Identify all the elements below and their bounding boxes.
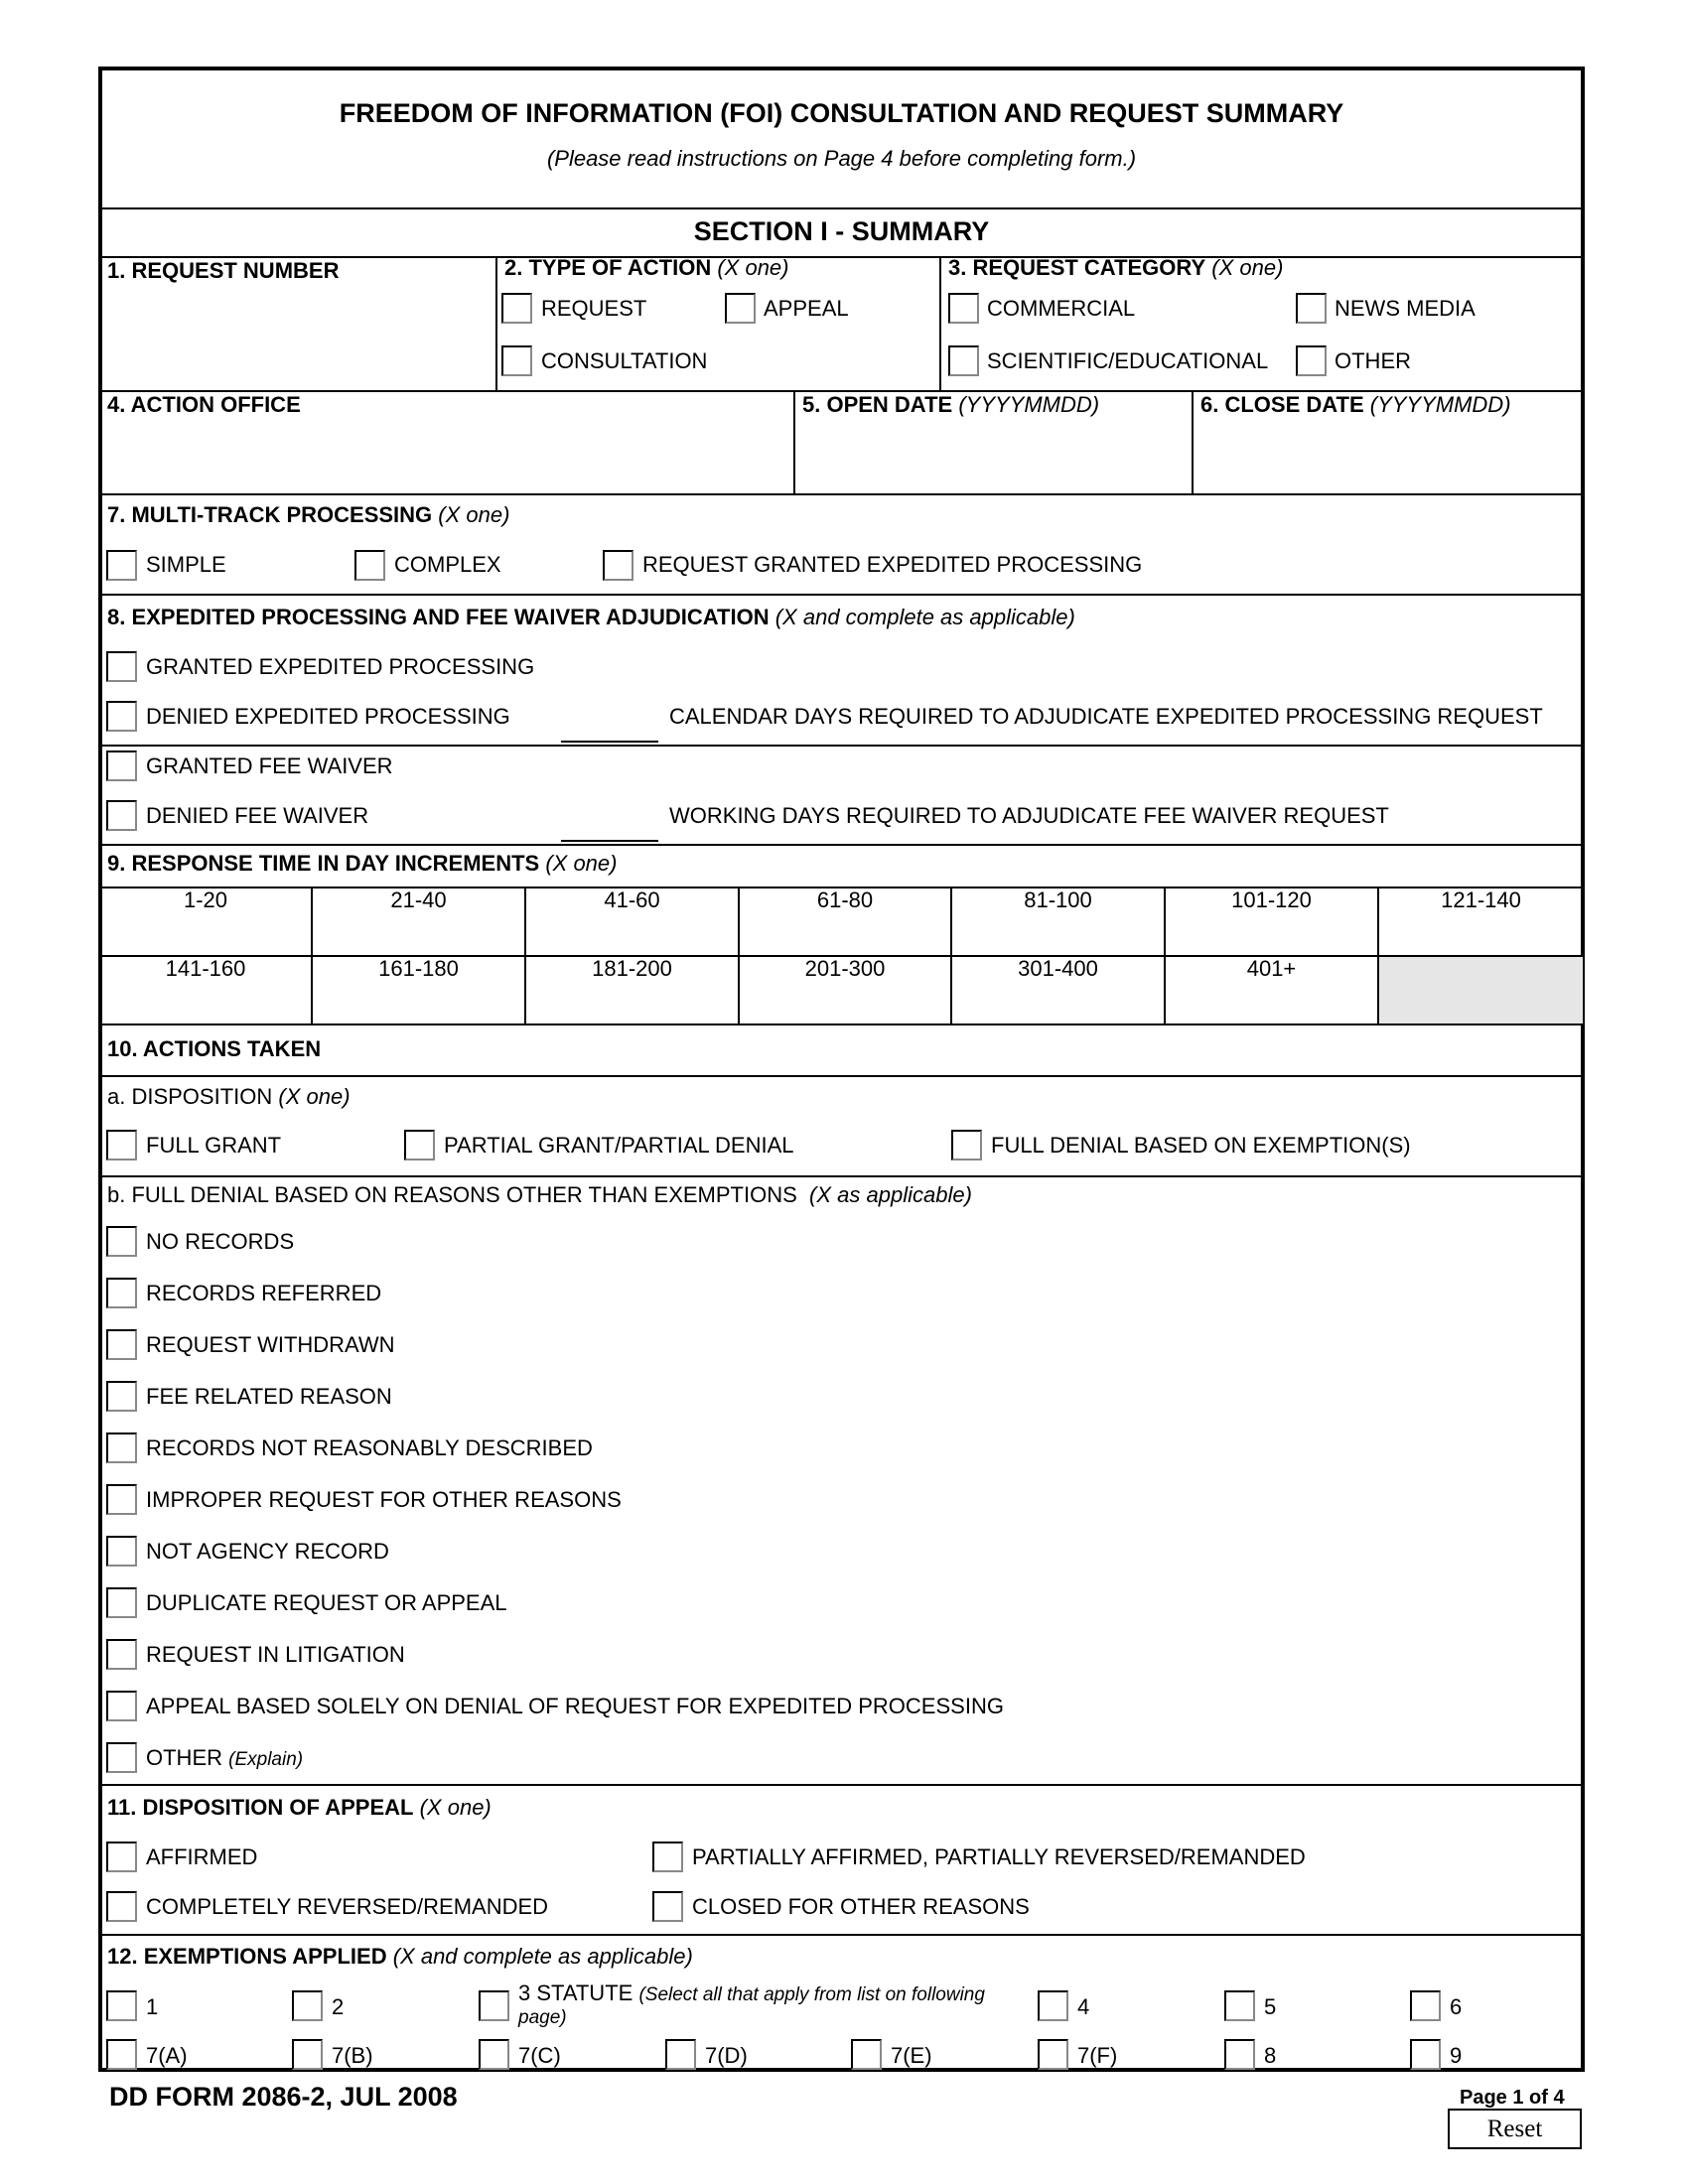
type-of-action-hint: (X one) <box>717 255 789 280</box>
response-cell-label: 141-160 <box>165 956 246 981</box>
open-date-field[interactable] <box>802 419 1185 488</box>
calendar-days-input[interactable] <box>561 741 658 743</box>
scientific-educational-checkbox[interactable] <box>948 345 979 376</box>
divider <box>939 256 941 390</box>
divider <box>793 390 795 493</box>
working-days-label: WORKING DAYS REQUIRED TO ADJUDICATE FEE WAIVER REQUEST <box>669 803 1389 828</box>
response-cell-label: 161-180 <box>378 956 459 981</box>
in-litigation-checkbox[interactable] <box>106 1639 137 1670</box>
appeal-expedited-denial-checkbox[interactable] <box>106 1691 137 1721</box>
appeal-checkbox[interactable] <box>725 293 756 324</box>
divider <box>98 207 1585 209</box>
exemption-label: 5 <box>1264 1994 1277 2019</box>
divider <box>1192 390 1194 493</box>
divider <box>98 594 1585 596</box>
close-date-field[interactable] <box>1200 419 1578 488</box>
records-referred-label: RECORDS REFERRED <box>146 1281 382 1305</box>
request-category-header <box>948 255 1283 281</box>
not-described-label: RECORDS NOT REASONABLY DESCRIBED <box>146 1435 593 1460</box>
exemption-label: 7(D) <box>705 2043 748 2068</box>
open-date-hint: (YYYYMMDD) <box>958 392 1100 417</box>
exemption-checkbox[interactable] <box>106 1990 137 2021</box>
response-cell-label: 301-400 <box>1018 956 1098 981</box>
response-cell-label: 121-140 <box>1441 887 1521 912</box>
exemption-label: 7(B) <box>332 2043 373 2068</box>
improper-request-checkbox[interactable] <box>106 1484 137 1515</box>
request-category-label: 3. REQUEST CATEGORY <box>948 255 1206 280</box>
response-time-label: 9. RESPONSE TIME IN DAY INCREMENTS <box>107 851 540 876</box>
exemption-label: 2 <box>332 1994 345 2019</box>
no-records-checkbox[interactable] <box>106 1226 137 1257</box>
full-denial-other-hint: (X as applicable) <box>809 1182 972 1207</box>
other-category-checkbox[interactable] <box>1296 345 1327 376</box>
multi-track-header <box>107 502 509 528</box>
completely-reversed-checkbox[interactable] <box>106 1891 137 1922</box>
exemption-checkbox[interactable] <box>1224 2039 1255 2070</box>
exemption-checkbox[interactable] <box>1410 2039 1441 2070</box>
expedited-fee-header <box>107 605 1075 630</box>
exemption-label: 7(F) <box>1077 2043 1118 2068</box>
exemption-checkbox[interactable] <box>292 2039 323 2070</box>
response-cell[interactable] <box>313 956 524 1023</box>
partial-grant-label: PARTIAL GRANT/PARTIAL DENIAL <box>444 1133 794 1158</box>
not-described-checkbox[interactable] <box>106 1433 137 1463</box>
divider <box>98 844 1585 846</box>
close-date-hint: (YYYYMMDD) <box>1369 392 1511 417</box>
multi-track-hint: (X one) <box>438 502 510 527</box>
exemption-label: 7(C) <box>518 2043 561 2068</box>
statute-hint-1: (Select all that apply from list on following <box>638 1984 985 2005</box>
expedited-fee-hint: (X and complete as applicable) <box>774 605 1075 629</box>
denied-expedited-checkbox[interactable] <box>106 701 137 732</box>
other-category-option-label: OTHER <box>1335 348 1411 373</box>
action-office-field[interactable] <box>107 419 785 488</box>
form-id: DD FORM 2086-2, JUL 2008 <box>109 2082 458 2112</box>
response-cell[interactable] <box>1166 956 1377 1023</box>
other-reason-label: OTHER <box>146 1745 222 1770</box>
appeal-disposition-label: 11. DISPOSITION OF APPEAL <box>107 1795 414 1820</box>
disposition-header <box>107 1084 351 1110</box>
records-referred-checkbox[interactable] <box>106 1278 137 1308</box>
exemption-checkbox[interactable] <box>292 1990 323 2021</box>
improper-request-label: IMPROPER REQUEST FOR OTHER REASONS <box>146 1487 622 1512</box>
exemption-checkbox[interactable] <box>1224 1990 1255 2021</box>
exemption-label: 1 <box>146 1994 159 2019</box>
full-grant-checkbox[interactable] <box>106 1130 137 1160</box>
exemption-checkbox[interactable] <box>1038 2039 1068 2070</box>
other-reason-header <box>146 1745 303 1773</box>
full-denial-exemptions-label: FULL DENIAL BASED ON EXEMPTION(S) <box>991 1133 1411 1158</box>
response-cell[interactable] <box>313 887 524 954</box>
completely-reversed-label: COMPLETELY REVERSED/REMANDED <box>146 1894 549 1919</box>
disposition-label: a. DISPOSITION <box>107 1084 273 1109</box>
closed-other-label: CLOSED FOR OTHER REASONS <box>692 1894 1030 1919</box>
exemption-checkbox[interactable] <box>1410 1990 1441 2021</box>
divider <box>98 493 1585 495</box>
simple-checkbox[interactable] <box>106 550 137 581</box>
section-title: SECTION I - SUMMARY <box>693 216 990 246</box>
response-cell[interactable] <box>100 887 311 954</box>
response-cell[interactable] <box>100 956 311 1023</box>
response-cell[interactable] <box>1166 887 1377 954</box>
affirmed-label: AFFIRMED <box>146 1844 258 1869</box>
exemptions-label: 12. EXEMPTIONS APPLIED <box>107 1944 387 1969</box>
actions-taken-label: 10. ACTIONS TAKEN <box>107 1036 322 1061</box>
request-checkbox[interactable] <box>501 293 532 324</box>
type-of-action-header <box>504 255 789 281</box>
not-agency-record-label: NOT AGENCY RECORD <box>146 1539 389 1564</box>
affirmed-checkbox[interactable] <box>106 1842 137 1872</box>
denied-fee-waiver-label: DENIED FEE WAIVER <box>146 803 369 828</box>
news-media-checkbox[interactable] <box>1296 293 1327 324</box>
appeal-expedited-denial-label: APPEAL BASED SOLELY ON DENIAL OF REQUEST FOR EXPEDITED PROCESSING <box>146 1694 1004 1718</box>
exemption-label: 6 <box>1450 1994 1463 2019</box>
request-number-label: 1. REQUEST NUMBER <box>107 258 340 283</box>
request-category-hint: (X one) <box>1211 255 1284 280</box>
not-agency-record-checkbox[interactable] <box>106 1536 137 1567</box>
partially-affirmed-label: PARTIALLY AFFIRMED, PARTIALLY REVERSED/REMANDED <box>692 1844 1306 1869</box>
statute-label: 3 STATUTE <box>518 1980 633 2005</box>
granted-expedited-checkbox[interactable] <box>106 651 137 682</box>
request-granted-expedited-checkbox[interactable] <box>603 550 633 581</box>
statute-checkbox[interactable] <box>479 1990 509 2021</box>
working-days-input[interactable] <box>561 840 658 842</box>
commercial-option-label: COMMERCIAL <box>987 296 1136 321</box>
response-time-hint: (X one) <box>545 851 618 876</box>
response-cell-label: 181-200 <box>592 956 672 981</box>
appeal-disposition-header <box>107 1795 492 1821</box>
partially-affirmed-checkbox[interactable] <box>652 1842 683 1872</box>
multi-track-label: 7. MULTI-TRACK PROCESSING <box>107 502 433 527</box>
disposition-hint: (X one) <box>278 1084 351 1109</box>
fee-related-label: FEE RELATED REASON <box>146 1384 392 1409</box>
no-records-label: NO RECORDS <box>146 1229 295 1254</box>
granted-fee-waiver-checkbox[interactable] <box>106 751 137 781</box>
exemption-label: 4 <box>1077 1994 1090 2019</box>
exemption-label: 8 <box>1264 2043 1277 2068</box>
appeal-option-label: APPEAL <box>764 296 849 321</box>
partial-grant-checkbox[interactable] <box>404 1130 435 1160</box>
type-of-action-label: 2. TYPE OF ACTION <box>504 255 712 280</box>
denied-fee-waiver-checkbox[interactable] <box>106 800 137 831</box>
exemption-checkbox[interactable] <box>479 2039 509 2070</box>
divider <box>98 1024 1585 1025</box>
response-cell-label: 401+ <box>1246 956 1297 981</box>
reset-button[interactable]: Reset <box>1448 2109 1582 2149</box>
exemption-label: 9 <box>1450 2043 1463 2068</box>
in-litigation-label: REQUEST IN LITIGATION <box>146 1642 405 1667</box>
full-denial-exemptions-checkbox[interactable] <box>951 1130 982 1160</box>
open-date-label: 5. OPEN DATE <box>802 392 953 417</box>
shaded-cell <box>1377 955 1583 1024</box>
response-cell[interactable] <box>1379 887 1583 954</box>
request-withdrawn-label: REQUEST WITHDRAWN <box>146 1332 395 1357</box>
response-cell[interactable] <box>526 956 738 1023</box>
exemption-checkbox[interactable] <box>665 2039 696 2070</box>
response-cell[interactable] <box>952 956 1164 1023</box>
close-date-header <box>1200 392 1511 418</box>
divider <box>495 256 497 390</box>
request-option-label: REQUEST <box>541 296 647 321</box>
response-cell-label: 61-80 <box>816 887 874 912</box>
response-cell[interactable] <box>952 887 1164 954</box>
exemptions-header <box>107 1944 693 1970</box>
exemption-checkbox[interactable] <box>851 2039 882 2070</box>
response-cell-label: 81-100 <box>1024 887 1092 912</box>
full-grant-label: FULL GRANT <box>146 1133 282 1158</box>
exemptions-hint: (X and complete as applicable) <box>392 1944 693 1969</box>
duplicate-request-label: DUPLICATE REQUEST OR APPEAL <box>146 1590 507 1615</box>
response-cell-label: 1-20 <box>183 887 228 912</box>
statute-header <box>518 1980 985 2008</box>
action-office-label: 4. ACTION OFFICE <box>107 392 301 417</box>
exemption-label: 7(E) <box>891 2043 932 2068</box>
granted-fee-waiver-label: GRANTED FEE WAIVER <box>146 753 393 778</box>
news-media-option-label: NEWS MEDIA <box>1335 296 1476 321</box>
expedited-fee-label: 8. EXPEDITED PROCESSING AND FEE WAIVER ADJUDICATION <box>107 605 770 629</box>
other-reason-hint: (Explain) <box>228 1749 304 1770</box>
closed-other-checkbox[interactable] <box>652 1891 683 1922</box>
complex-option-label: COMPLEX <box>394 552 501 577</box>
exemption-checkbox[interactable] <box>106 2039 137 2070</box>
calendar-days-label: CALENDAR DAYS REQUIRED TO ADJUDICATE EXPEDITED PROCESSING REQUEST <box>669 704 1543 729</box>
response-cell-label: 41-60 <box>604 887 660 912</box>
page-number: Page 1 of 4 <box>1460 2087 1565 2109</box>
appeal-disposition-hint: (X one) <box>419 1795 492 1820</box>
exemption-checkbox[interactable] <box>1038 1990 1068 2021</box>
granted-expedited-label: GRANTED EXPEDITED PROCESSING <box>146 654 535 679</box>
form-subtitle: (Please read instructions on Page 4 before completing form.) <box>546 146 1137 171</box>
duplicate-request-checkbox[interactable] <box>106 1587 137 1618</box>
full-denial-other-header <box>107 1182 972 1208</box>
response-cell[interactable] <box>526 887 738 954</box>
commercial-checkbox[interactable] <box>948 293 979 324</box>
request-granted-expedited-label: REQUEST GRANTED EXPEDITED PROCESSING <box>642 552 1143 577</box>
statute-hint-2: page) <box>518 2007 567 2028</box>
denied-expedited-label: DENIED EXPEDITED PROCESSING <box>146 704 510 729</box>
close-date-label: 6. CLOSE DATE <box>1200 392 1364 417</box>
exemption-label: 7(A) <box>146 2043 188 2068</box>
simple-option-label: SIMPLE <box>146 552 226 577</box>
consultation-checkbox[interactable] <box>501 345 532 376</box>
response-cell[interactable] <box>740 887 950 954</box>
divider <box>98 1175 1585 1177</box>
form-title: FREEDOM OF INFORMATION (FOI) CONSULTATION AND REQUEST SUMMARY <box>339 98 1344 128</box>
response-cell-label: 101-120 <box>1231 887 1312 912</box>
request-number-field[interactable] <box>107 284 490 383</box>
open-date-header <box>802 392 1099 418</box>
divider <box>98 745 1585 747</box>
scientific-educational-option-label: SCIENTIFIC/EDUCATIONAL <box>987 348 1269 373</box>
divider <box>98 1784 1585 1786</box>
request-withdrawn-checkbox[interactable] <box>106 1329 137 1360</box>
other-reason-checkbox[interactable] <box>106 1742 137 1773</box>
response-time-header <box>107 851 617 877</box>
divider <box>98 1934 1585 1936</box>
response-cell[interactable] <box>740 956 950 1023</box>
complex-checkbox[interactable] <box>354 550 385 581</box>
full-denial-other-label: b. FULL DENIAL BASED ON REASONS OTHER THAN EXEMPTIONS <box>107 1182 797 1207</box>
response-cell-label: 201-300 <box>804 956 886 981</box>
consultation-option-label: CONSULTATION <box>541 348 708 373</box>
response-cell-label: 21-40 <box>390 887 447 912</box>
fee-related-checkbox[interactable] <box>106 1381 137 1412</box>
divider <box>98 1075 1585 1077</box>
